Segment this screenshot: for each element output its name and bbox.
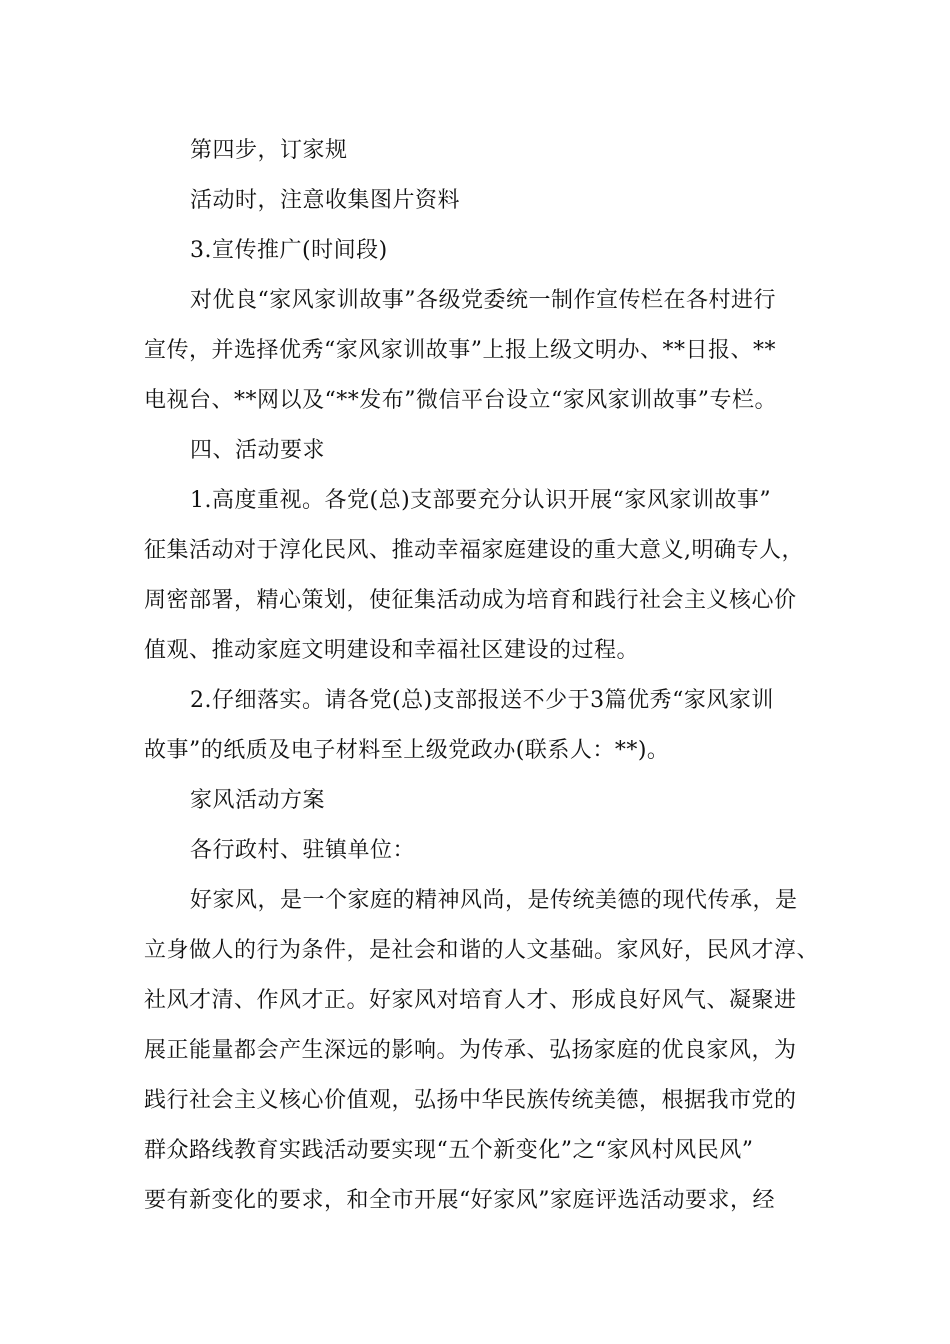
body-paragraph-line-2: 立身做人的行为条件，是社会和谐的人文基础。家风好，民风才淳、 [144, 938, 820, 963]
section-3-heading: 3.宣传推广(时间段) [190, 238, 388, 263]
step-four-line: 第四步，订家规 [190, 138, 348, 163]
requirement-2-line-1: 2.仔细落实。请各党(总)支部报送不少于3篇优秀“家风家训 [190, 688, 774, 713]
collect-photos-line: 活动时，注意收集图片资料 [190, 188, 461, 213]
requirement-1-line-4: 值观、推动家庭文明建设和幸福社区建设的过程。 [144, 638, 640, 663]
body-paragraph-line-1: 好家风，是一个家庭的精神风尚，是传统美德的现代传承，是 [190, 888, 798, 913]
body-paragraph-line-7: 要有新变化的要求，和全市开展“好家风”家庭评选活动要求，经 [144, 1188, 775, 1213]
requirement-2-line-2: 故事”的纸质及电子材料至上级党政办(联系人：**)。 [144, 738, 670, 763]
body-paragraph-line-3: 社风才清、作风才正。好家风对培育人才、形成良好风气、凝聚进 [144, 988, 797, 1013]
section-four-heading: 四、活动要求 [190, 438, 326, 463]
plan-title: 家风活动方案 [190, 788, 326, 813]
body-paragraph-line-5: 践行社会主义核心价值观，弘扬中华民族传统美德，根据我市党的 [144, 1088, 797, 1113]
body-paragraph-line-6: 群众路线教育实践活动要实现“五个新变化”之“家风村风民风” [144, 1138, 754, 1163]
paragraph-promotion-line-2: 宣传，并选择优秀“家风家训故事”上报上级文明办、**日报、** [144, 338, 776, 363]
salutation-line: 各行政村、驻镇单位： [190, 838, 416, 863]
requirement-1-line-3: 周密部署，精心策划，使征集活动成为培育和践行社会主义核心价 [144, 588, 797, 613]
body-paragraph-line-4: 展正能量都会产生深远的影响。为传承、弘扬家庭的优良家风，为 [144, 1038, 797, 1063]
paragraph-promotion-line-1: 对优良“家风家训故事”各级党委统一制作宣传栏在各村进行 [190, 288, 776, 313]
requirement-1-line-1: 1.高度重视。各党(总)支部要充分认识开展“家风家训故事” [190, 488, 772, 513]
paragraph-promotion-line-3: 电视台、**网以及“**发布”微信平台设立“家风家训故事”专栏。 [144, 388, 777, 413]
requirement-1-line-2: 征集活动对于淳化民风、推动幸福家庭建设的重大意义,明确专人， [144, 538, 804, 563]
